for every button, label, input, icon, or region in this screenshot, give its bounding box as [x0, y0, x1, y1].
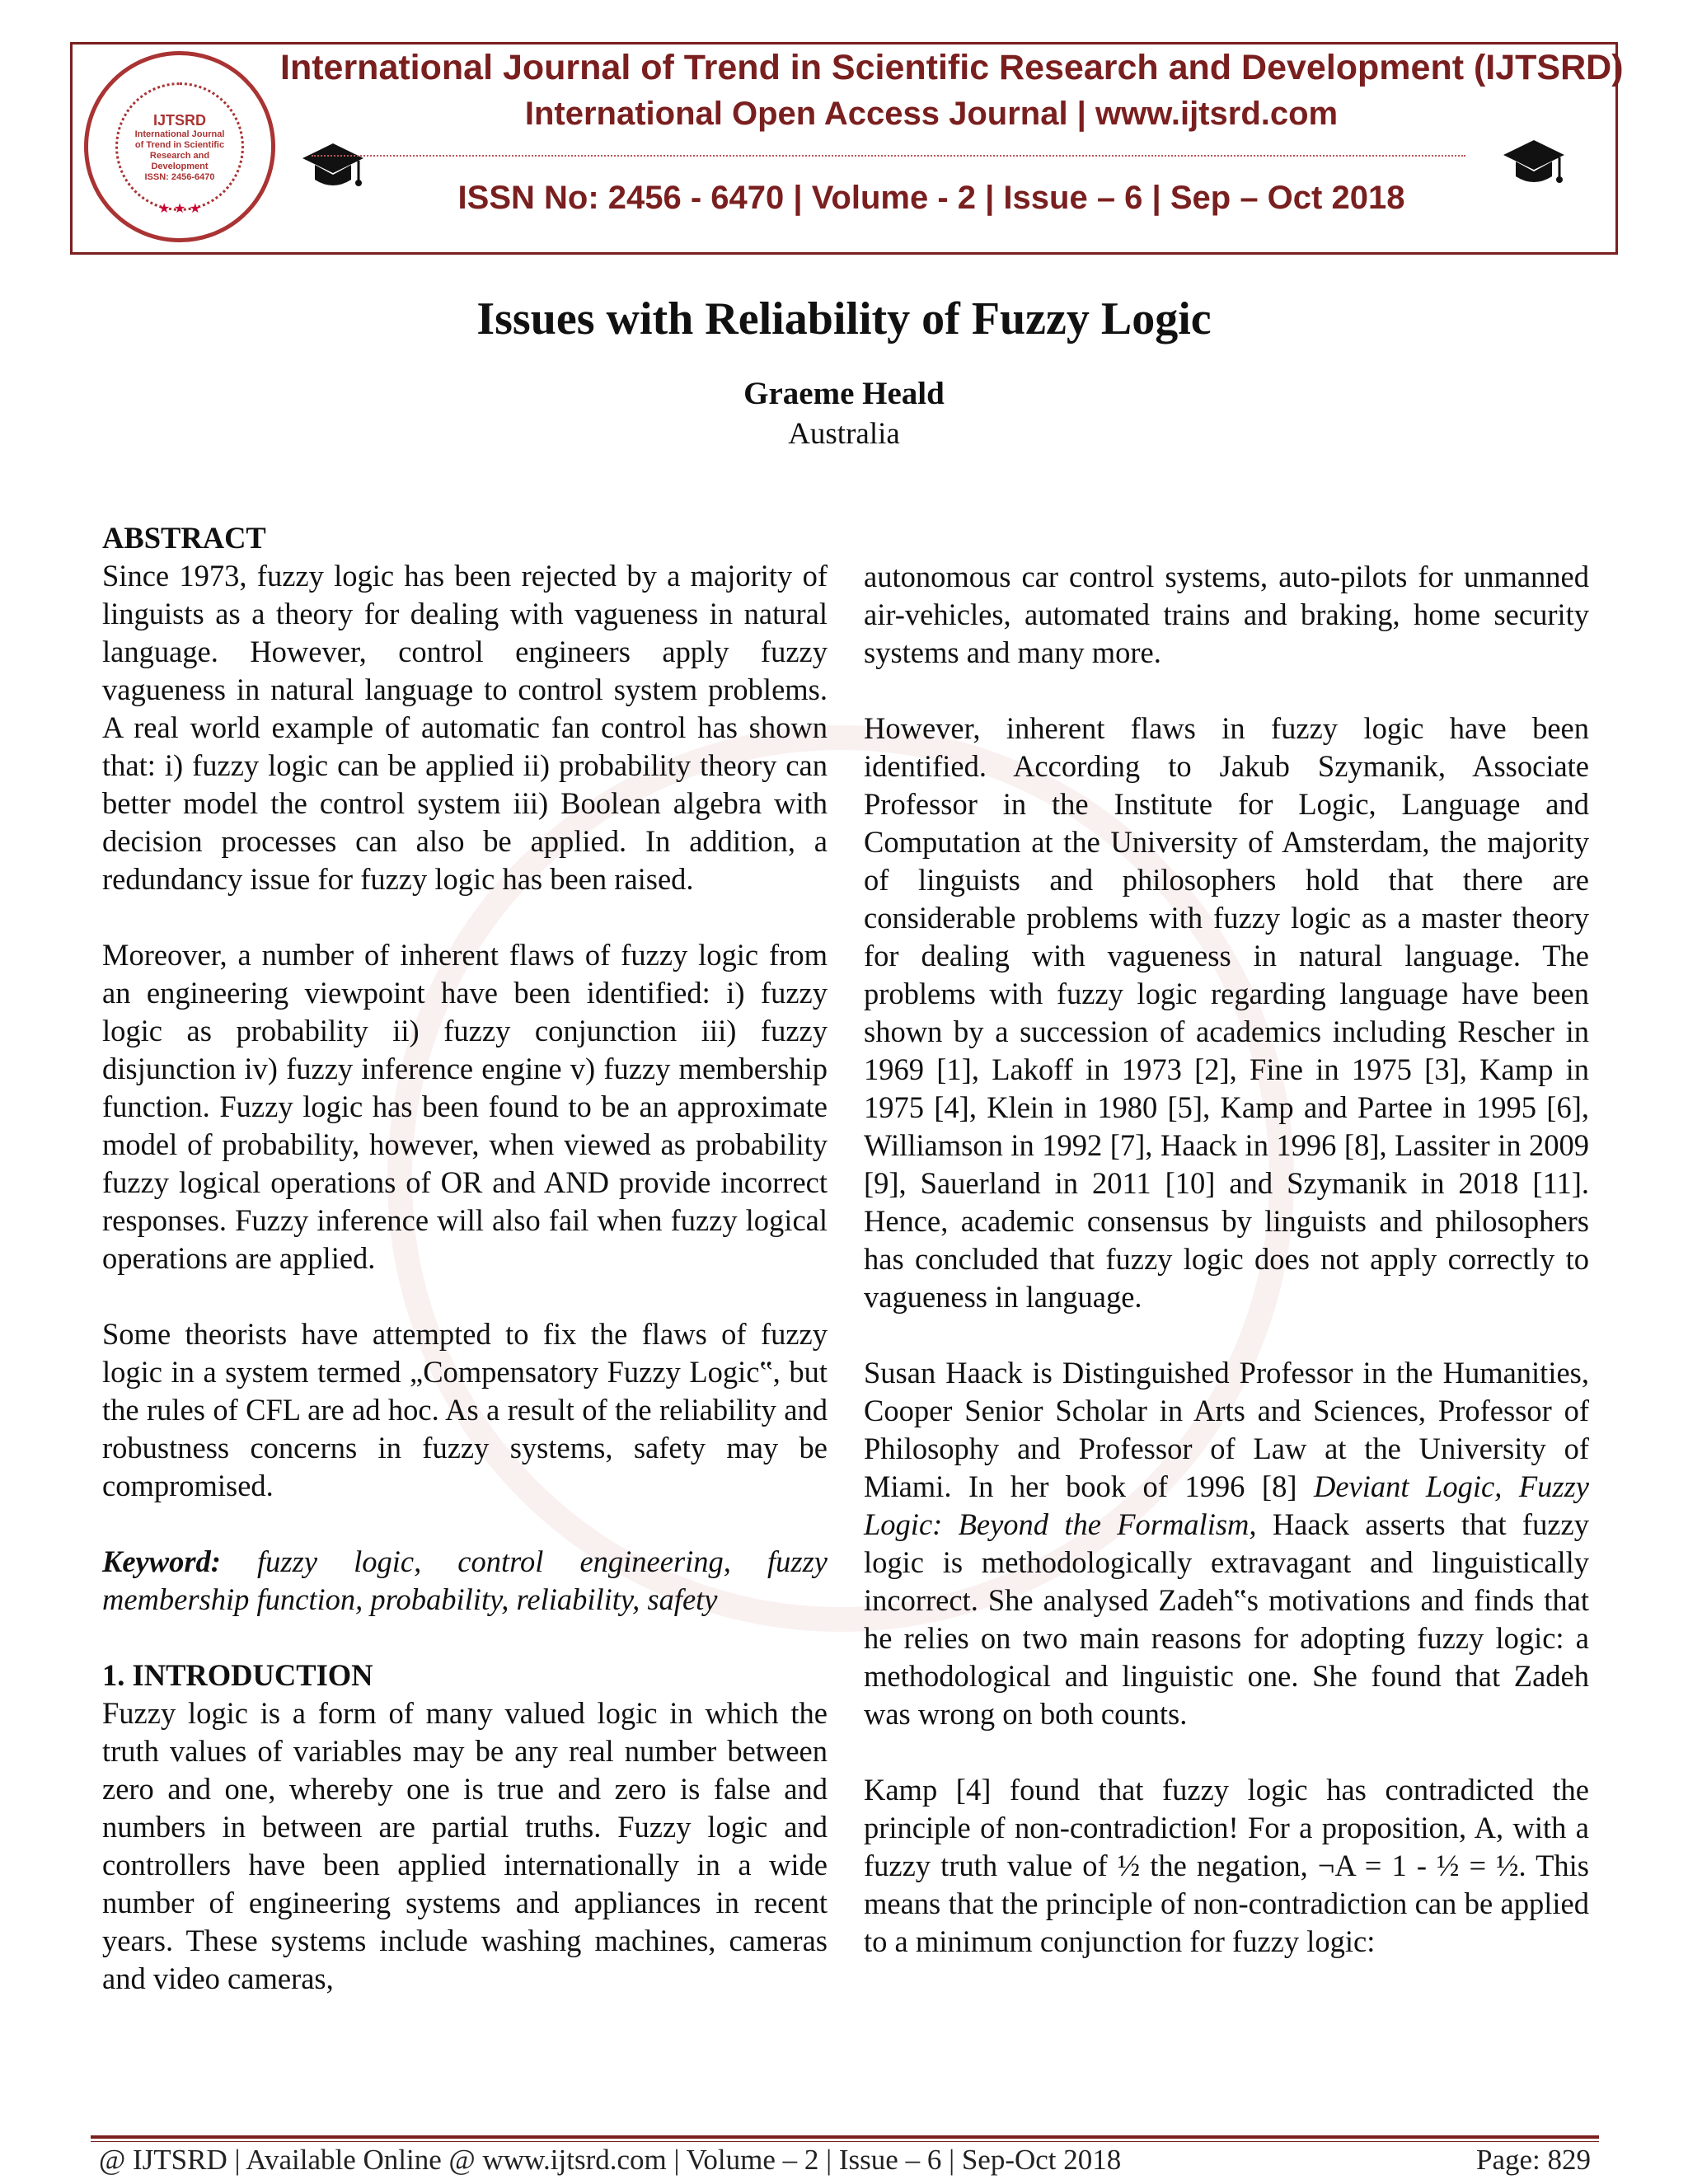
- logo-issn: ISSN: 2456-6470: [144, 171, 215, 182]
- abstract-paragraph-2: Moreover, a number of inherent flaws of fuzzy logic from an engineering viewpoint have been identified: i) fuzzy logic as probability ii) fuzzy conjunction iii) fuzzy disjunction iv) fuzzy inference engine v) fuzzy membership function. Fuzzy logic has been found to be an approximate model of probability, however, when viewed as probability fuzzy logical operations of OR and AND provide incorrect responses. Fuzzy inference will also fail when fuzzy logical operations are applied.: [102, 938, 828, 1275]
- journal-access-line: International Open Access Journal | www.ijtsrd.com: [524, 96, 1339, 132]
- introduction-heading: 1. INTRODUCTION: [102, 1658, 373, 1692]
- paper-affiliation: Australia: [788, 417, 900, 451]
- right-paragraph-1: autonomous car control systems, auto-pilots for unmanned air-vehicles, automated trains and braking, home security systems and many more.: [864, 560, 1589, 669]
- header-divider: [312, 155, 1465, 157]
- introduction-paragraph-1: Fuzzy logic is a form of many valued logic in which the truth values of variables may be any real number between zero and one, whereby one is true and zero is false and numbers in between are partial truths. Fuzzy logic and controllers have been applied internationally in a wide number of engineering systems and appliances in recent years. These systems include washing machines, cameras and video cameras,: [102, 1696, 828, 1995]
- left-column: [102, 519, 828, 2036]
- keywords-label: Keyword:: [102, 1544, 221, 1578]
- keywords-list: fuzzy logic, control engineering, fuzzy membership function, probability, reliability, safety: [102, 1544, 828, 1616]
- right-paragraph-4: Kamp [4] found that fuzzy logic has contradicted the principle of non-contradiction! For a proposition, A, with a fuzzy truth value of ½ the negation, ¬A = 1 - ½ = ½. This means that the principle of non-contradiction can be applied to a minimum conjunction for fuzzy logic:: [864, 1773, 1589, 1958]
- haack-text-end: Haack asserts that fuzzy logic is methodologically extravagant and linguistically incorrect. She analysed Zadeh‟s motivations and finds that he relies on two main reasons for adopting fuzzy logic: a methodological and linguistic one. She found that Zadeh was wrong on both counts.: [864, 1507, 1589, 1731]
- right-paragraph-2: However, inherent flaws in fuzzy logic have been identified. According to Jakub Szymanik, Associate Professor in the Institute for Logic, Language and Computation at the University of Amsterdam, the majority of linguists and philosophers hold that there are considerable problems with fuzzy logic as a master theory for dealing with vagueness in natural language. The problems with fuzzy logic regarding language have been shown by a succession of academics including Rescher in 1969 [1], Lakoff in 1973 [2], Fine in 1975 [3], Kamp in 1975 [4], Klein in 1980 [5], Kamp and Partee in 1995 [6], Williamson in 1992 [7], Haack in 1996 [8], Lassiter in 2009 [9], Sauerland in 2011 [10] and Szymanik in 2018 [11]. Hence, academic consensus by linguists and philosophers has concluded that fuzzy logic does not apply correctly to vagueness in language.: [864, 711, 1589, 1314]
- right-column: [864, 558, 1589, 1999]
- footer-journal-info: @ IJTSRD | Available Online @ www.ijtsrd.com | Volume – 2 | Issue – 6 | Sep-Oct 2018: [99, 2144, 1122, 2176]
- logo-line2: of Trend in Scientific: [134, 139, 225, 150]
- paper-title: Issues with Reliability of Fuzzy Logic: [476, 293, 1212, 344]
- footer-rule: [91, 2135, 1599, 2139]
- abstract-paragraph-1: Since 1973, fuzzy logic has been rejected by a majority of linguists as a theory for dealing with vagueness in natural language. However, control engineers apply fuzzy vagueness in natural language to control system problems. A real world example of automatic fan control has shown that: i) fuzzy logic can be applied ii) probability theory can better model the control system iii) Boolean algebra with decision processes can also be applied. In addition, a redundancy issue for fuzzy logic has been raised.: [102, 559, 828, 896]
- journal-logo-inner: [115, 82, 244, 211]
- page-footer: [99, 2144, 1591, 2177]
- journal-issue-line: ISSN No: 2456 - 6470 | Volume - 2 | Issue – 6 | Sep – Oct 2018: [457, 180, 1405, 216]
- keywords: [102, 1543, 828, 1619]
- right-paragraph-3: [864, 1354, 1589, 1733]
- logo-stars-icon: ★ ★ ★: [158, 202, 201, 216]
- footer-page-number: Page: 829: [1475, 2144, 1591, 2176]
- logo-line3: Research and: [149, 150, 210, 161]
- journal-name: International Journal of Trend in Scientific Research and Development (IJTSRD): [280, 48, 1624, 87]
- paper-author: Graeme Heald: [743, 376, 945, 411]
- haack-book-title: Deviant Logic, Fuzzy Logic: Beyond the Formalism,: [864, 1469, 1589, 1541]
- logo-line4: Development: [151, 161, 209, 171]
- footer-rule-thin: [91, 2141, 1599, 2142]
- journal-logo: [84, 51, 275, 242]
- abstract-heading: ABSTRACT: [102, 521, 266, 555]
- logo-line1: International Journal: [134, 129, 225, 139]
- haack-text-start: Susan Haack is Distinguished Professor in the Humanities, Cooper Senior Scholar in Arts and Sciences, Professor of Philosophy and Professor of Law at the University of Miami. In her book of 1996 [8]: [864, 1356, 1589, 1503]
- abstract-paragraph-3: Some theorists have attempted to fix the flaws of fuzzy logic in a system termed „Compensatory Fuzzy Logic‟, but the rules of CFL are ad hoc. As a result of the reliability and robustness concerns in fuzzy systems, safety may be compromised.: [102, 1317, 828, 1502]
- logo-abbr: IJTSRD: [152, 111, 206, 129]
